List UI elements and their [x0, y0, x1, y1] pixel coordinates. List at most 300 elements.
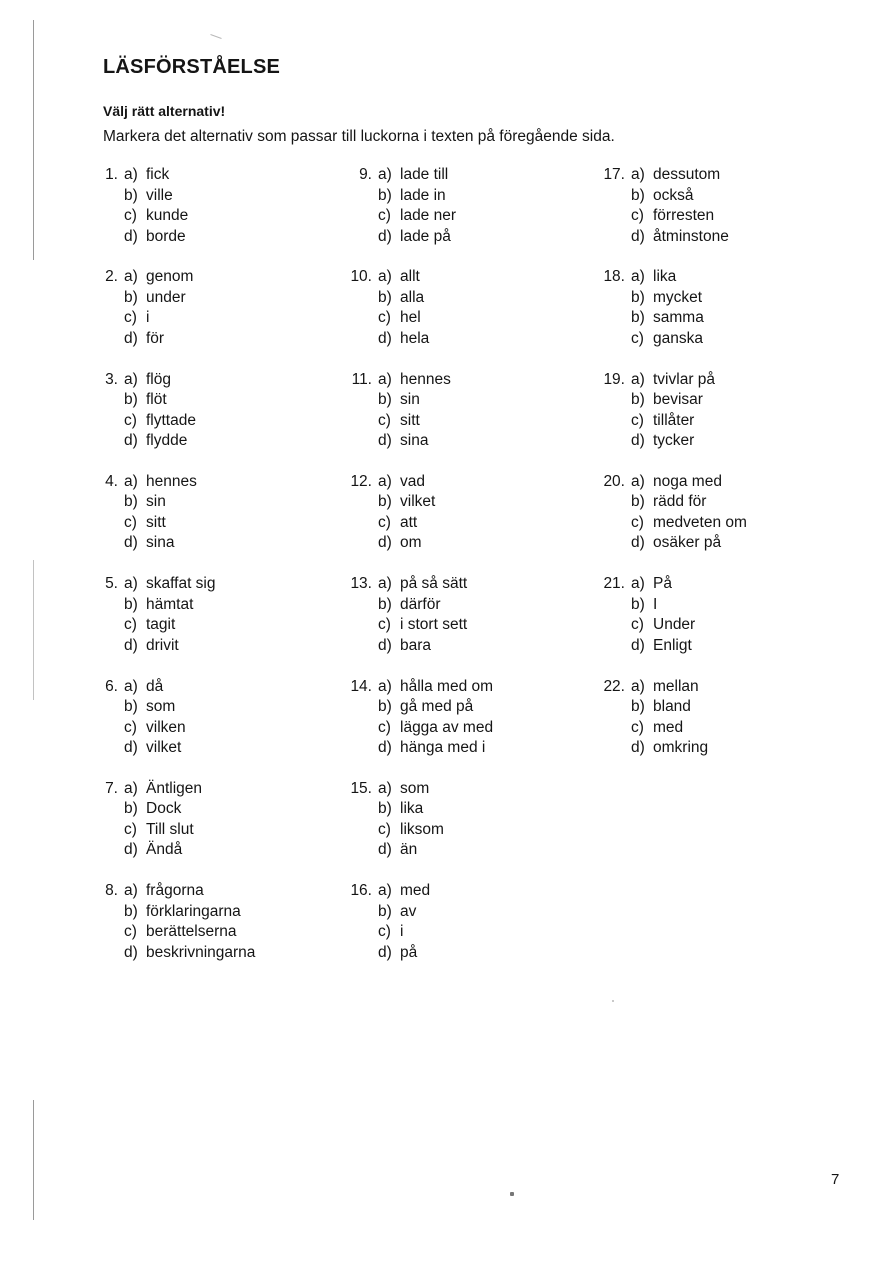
option-letter: d)	[124, 943, 138, 961]
option-text: på	[400, 943, 418, 961]
question-number: 22.	[603, 677, 625, 695]
option-text: sina	[146, 534, 175, 552]
option-text: sin	[400, 391, 420, 409]
option-letter: b)	[124, 493, 138, 511]
option-text: lade in	[400, 186, 446, 204]
question-item	[597, 472, 827, 554]
option-letter: a)	[378, 677, 392, 695]
answer-option[interactable]	[344, 677, 574, 698]
option-text: hänga med i	[400, 739, 486, 756]
option-text: medveten om	[653, 513, 747, 531]
option-letter: b)	[124, 595, 138, 613]
question-item	[344, 472, 574, 554]
answer-option[interactable]	[344, 636, 574, 657]
option-text: hålla med om	[400, 677, 494, 695]
option-letter: b)	[378, 902, 392, 920]
option-text: än	[400, 841, 418, 859]
answer-option[interactable]	[344, 820, 574, 841]
option-letter: a)	[631, 677, 645, 695]
option-letter: c)	[378, 411, 391, 429]
answer-option[interactable]	[90, 615, 320, 636]
option-text: sitt	[146, 513, 166, 531]
option-text: skaffat sig	[146, 575, 216, 593]
option-letter: a)	[631, 575, 645, 593]
option-text: i	[400, 923, 404, 941]
option-letter: b)	[124, 800, 138, 818]
question-number: 16.	[350, 882, 372, 900]
option-letter: b)	[631, 595, 645, 613]
option-text: noga med	[653, 472, 722, 490]
option-letter: c)	[378, 718, 391, 736]
option-text: sin	[146, 493, 166, 511]
option-text: kunde	[146, 207, 189, 224]
option-text: gå med på	[400, 698, 474, 715]
answer-option[interactable]	[344, 718, 574, 739]
option-text: tvivlar på	[653, 370, 716, 388]
option-text: Enligt	[653, 636, 692, 654]
option-text: Ändå	[146, 841, 183, 859]
option-letter: b)	[124, 288, 138, 306]
answer-option[interactable]	[344, 227, 574, 248]
question-item	[344, 574, 574, 656]
answer-option[interactable]	[344, 370, 574, 391]
question-number: 4.	[105, 472, 118, 490]
answer-option[interactable]	[90, 308, 320, 329]
question-number: 17.	[603, 166, 625, 183]
answer-option[interactable]	[597, 636, 827, 657]
question-number: 5.	[105, 575, 118, 593]
option-text: lade ner	[400, 207, 457, 224]
option-text: hennes	[400, 370, 451, 388]
option-letter: a)	[124, 268, 138, 286]
answer-option[interactable]	[597, 186, 827, 207]
answer-option[interactable]	[90, 267, 320, 288]
option-text: av	[400, 902, 417, 920]
question-number: 12.	[350, 472, 372, 490]
option-letter: d)	[631, 534, 645, 552]
option-letter: b)	[378, 698, 392, 715]
question-item	[597, 574, 827, 656]
option-letter: a)	[124, 370, 138, 388]
option-text: fick	[146, 166, 170, 183]
answer-option[interactable]	[90, 390, 320, 411]
option-text: mellan	[653, 677, 699, 695]
option-letter: b)	[378, 493, 392, 511]
option-letter: d)	[378, 329, 392, 347]
question-item	[344, 881, 574, 963]
answer-option[interactable]	[597, 615, 827, 636]
option-text: förresten	[653, 207, 715, 224]
option-letter: a)	[124, 166, 138, 183]
option-letter: d)	[124, 739, 138, 756]
answer-option[interactable]	[90, 718, 320, 739]
option-text: vilket	[146, 739, 182, 756]
option-text: lägga av med	[400, 718, 494, 736]
option-letter: c)	[631, 616, 644, 634]
option-text: att	[400, 513, 418, 531]
option-letter: d)	[378, 534, 392, 552]
answer-option[interactable]	[597, 472, 827, 493]
option-text: för	[146, 329, 165, 347]
question-number: 6.	[105, 677, 118, 695]
option-text: då	[146, 677, 164, 695]
option-letter: b)	[631, 493, 645, 511]
option-text: hel	[400, 309, 421, 327]
option-letter: b)	[124, 391, 138, 409]
option-text: osäker på	[653, 534, 722, 552]
option-letter: b)	[378, 186, 392, 204]
answer-option[interactable]	[90, 186, 320, 207]
answer-option[interactable]	[344, 513, 574, 534]
option-text: frågorna	[146, 882, 204, 900]
answer-option[interactable]	[344, 492, 574, 513]
answer-option[interactable]	[90, 738, 320, 759]
option-letter: a)	[378, 268, 392, 286]
page-number: 7	[831, 1171, 840, 1188]
option-letter: c)	[378, 820, 391, 838]
answer-option[interactable]	[90, 697, 320, 718]
option-letter: d)	[124, 841, 138, 859]
option-letter: a)	[631, 166, 645, 183]
option-letter: b)	[631, 309, 645, 327]
option-text: genom	[146, 268, 194, 286]
option-text: lika	[400, 800, 424, 818]
question-item	[90, 472, 320, 554]
answer-option[interactable]	[90, 513, 320, 534]
answer-option[interactable]	[597, 206, 827, 227]
answer-option[interactable]	[344, 186, 574, 207]
exercise-subtitle: Välj rätt alternativ!	[103, 103, 226, 119]
option-letter: c)	[378, 513, 391, 531]
option-text: sitt	[400, 411, 420, 429]
option-text: som	[146, 698, 176, 715]
option-letter: a)	[631, 472, 645, 490]
answer-option[interactable]	[597, 492, 827, 513]
option-text: ville	[146, 186, 173, 204]
answer-option[interactable]	[344, 738, 574, 759]
scan-speck	[612, 1000, 614, 1002]
option-text: hämtat	[146, 595, 194, 613]
option-text: hennes	[146, 472, 197, 490]
scan-speck	[510, 1192, 514, 1196]
option-text: vilket	[400, 493, 436, 511]
question-number: 19.	[603, 370, 625, 388]
option-text: om	[400, 534, 422, 552]
answer-option[interactable]	[90, 492, 320, 513]
scan-margin-line	[33, 560, 34, 700]
answer-option[interactable]	[90, 288, 320, 309]
answer-option[interactable]	[344, 206, 574, 227]
question-number: 7.	[105, 779, 118, 797]
option-text: i stort sett	[400, 616, 468, 634]
exercise-instruction: Markera det alternativ som passar till luckorna i texten på föregående sida.	[103, 128, 615, 145]
answer-option[interactable]	[344, 943, 574, 964]
scan-margin-line	[33, 20, 34, 260]
answer-option[interactable]	[90, 411, 320, 432]
answer-option[interactable]	[90, 165, 320, 186]
option-text: på så sätt	[400, 575, 468, 593]
question-item	[344, 779, 574, 861]
answer-option[interactable]	[90, 840, 320, 861]
option-letter: c)	[124, 923, 137, 941]
option-text: allt	[400, 268, 420, 286]
question-number: 18.	[603, 268, 625, 286]
answer-option[interactable]	[90, 329, 320, 350]
page-title: LÄSFÖRSTÅELSE	[103, 56, 281, 78]
answer-option[interactable]	[344, 390, 574, 411]
answer-option[interactable]	[597, 227, 827, 248]
question-item	[597, 267, 827, 349]
option-letter: a)	[631, 370, 645, 388]
option-letter: a)	[631, 268, 645, 286]
answer-option[interactable]	[344, 288, 574, 309]
option-letter: b)	[378, 391, 392, 409]
option-letter: c)	[124, 309, 137, 327]
option-letter: d)	[124, 329, 138, 347]
option-text: flydde	[146, 432, 188, 450]
answer-option[interactable]	[597, 595, 827, 616]
answer-option[interactable]	[597, 288, 827, 309]
answer-option[interactable]	[344, 267, 574, 288]
answer-option[interactable]	[90, 227, 320, 248]
question-number: 11.	[351, 370, 372, 388]
option-text: sina	[400, 432, 429, 450]
option-text: som	[400, 779, 430, 797]
option-text: Dock	[146, 800, 182, 818]
option-letter: d)	[378, 943, 392, 961]
answer-option[interactable]	[597, 390, 827, 411]
question-item	[344, 267, 574, 349]
option-text: flöt	[146, 391, 167, 409]
answer-option[interactable]	[90, 677, 320, 698]
option-text: tycker	[653, 432, 695, 450]
option-letter: d)	[124, 432, 138, 450]
option-text: tagit	[146, 616, 176, 634]
option-letter: d)	[124, 227, 138, 245]
question-number: 10.	[350, 268, 372, 286]
answer-option[interactable]	[344, 533, 574, 554]
option-text: berättelserna	[146, 923, 237, 941]
answer-option[interactable]	[344, 922, 574, 943]
answer-option[interactable]	[90, 779, 320, 800]
option-letter: d)	[631, 432, 645, 450]
option-text: samma	[653, 309, 704, 327]
option-text: Under	[653, 616, 696, 634]
answer-option[interactable]	[597, 513, 827, 534]
answer-option[interactable]	[344, 902, 574, 923]
answer-option[interactable]	[597, 329, 827, 350]
option-text: åtminstone	[653, 227, 729, 245]
answer-option[interactable]	[597, 431, 827, 452]
answer-option[interactable]	[344, 615, 574, 636]
option-letter: a)	[124, 882, 138, 900]
answer-option[interactable]	[90, 431, 320, 452]
answer-option[interactable]	[597, 308, 827, 329]
question-item	[90, 779, 320, 861]
option-text: lade på	[400, 227, 451, 245]
option-letter: c)	[631, 207, 644, 224]
answer-option[interactable]	[344, 431, 574, 452]
option-text: rädd för	[653, 493, 707, 511]
answer-option[interactable]	[90, 206, 320, 227]
option-letter: c)	[378, 923, 391, 941]
option-text: i	[146, 309, 150, 327]
question-number: 9.	[359, 166, 372, 183]
answer-option[interactable]	[90, 636, 320, 657]
option-letter: d)	[631, 227, 645, 245]
question-item	[597, 677, 827, 759]
option-letter: c)	[378, 616, 391, 634]
option-letter: a)	[124, 472, 138, 490]
answer-option[interactable]	[344, 472, 574, 493]
question-item	[597, 165, 827, 247]
question-item	[90, 267, 320, 349]
answer-option[interactable]	[90, 820, 320, 841]
answer-option[interactable]	[90, 943, 320, 964]
option-letter: c)	[631, 718, 644, 736]
option-letter: b)	[631, 186, 645, 204]
option-text: bevisar	[653, 391, 703, 409]
option-letter: d)	[378, 841, 392, 859]
option-letter: d)	[124, 534, 138, 552]
answer-option[interactable]	[597, 370, 827, 391]
option-letter: b)	[631, 288, 645, 306]
question-item	[344, 165, 574, 247]
option-letter: b)	[378, 595, 392, 613]
option-letter: a)	[378, 575, 392, 593]
option-letter: a)	[378, 166, 392, 183]
option-text: Till slut	[146, 820, 194, 838]
option-letter: c)	[631, 513, 644, 531]
answer-option[interactable]	[90, 370, 320, 391]
option-letter: c)	[378, 309, 391, 327]
answer-option[interactable]	[90, 799, 320, 820]
answer-option[interactable]	[344, 411, 574, 432]
answer-option[interactable]	[597, 411, 827, 432]
question-item	[90, 574, 320, 656]
answer-option[interactable]	[344, 165, 574, 186]
question-number: 13.	[350, 575, 372, 593]
question-item	[90, 370, 320, 452]
option-text: därför	[400, 595, 441, 613]
option-text: vilken	[146, 718, 186, 736]
option-letter: b)	[631, 698, 645, 715]
answer-option[interactable]	[597, 677, 827, 698]
option-text: flyttade	[146, 411, 196, 429]
option-text: med	[653, 718, 684, 736]
option-letter: d)	[378, 739, 392, 756]
option-text: liksom	[400, 820, 444, 838]
option-text: flög	[146, 370, 171, 388]
option-letter: d)	[378, 636, 392, 654]
option-letter: b)	[631, 391, 645, 409]
option-letter: a)	[378, 472, 392, 490]
answer-option[interactable]	[597, 738, 827, 759]
option-text: På	[653, 575, 672, 593]
answer-option[interactable]	[90, 902, 320, 923]
answer-option[interactable]	[597, 574, 827, 595]
answer-option[interactable]	[344, 697, 574, 718]
answer-option[interactable]	[344, 574, 574, 595]
question-number: 1.	[105, 166, 118, 183]
answer-option[interactable]	[90, 881, 320, 902]
answer-option[interactable]	[597, 697, 827, 718]
option-text: borde	[146, 227, 186, 245]
option-letter: b)	[378, 800, 392, 818]
option-letter: c)	[124, 820, 137, 838]
option-letter: a)	[124, 677, 138, 695]
question-item	[344, 677, 574, 759]
question-number: 8.	[105, 882, 118, 900]
answer-option[interactable]	[597, 718, 827, 739]
option-text: alla	[400, 288, 425, 306]
option-letter: a)	[378, 370, 392, 388]
answer-option[interactable]	[597, 533, 827, 554]
option-text: vad	[400, 472, 425, 490]
option-text: I	[653, 595, 658, 613]
question-number: 14.	[350, 677, 372, 695]
option-text: Äntligen	[146, 779, 203, 797]
option-text: lade till	[400, 166, 449, 183]
option-text: med	[400, 882, 431, 900]
option-letter: d)	[631, 636, 645, 654]
option-text: bara	[400, 636, 432, 654]
option-letter: c)	[124, 411, 137, 429]
answer-option[interactable]	[344, 308, 574, 329]
answer-option[interactable]	[597, 165, 827, 186]
option-letter: a)	[378, 779, 392, 797]
option-text: omkring	[653, 739, 709, 756]
answer-option[interactable]	[90, 472, 320, 493]
option-text: förklaringarna	[146, 902, 241, 920]
option-letter: b)	[124, 902, 138, 920]
option-letter: c)	[124, 207, 137, 224]
option-letter: c)	[378, 207, 391, 224]
answer-option[interactable]	[90, 922, 320, 943]
answer-option[interactable]	[344, 881, 574, 902]
answer-option[interactable]	[344, 595, 574, 616]
option-letter: d)	[378, 227, 392, 245]
option-text: mycket	[653, 288, 703, 306]
answer-option[interactable]	[90, 595, 320, 616]
question-item	[90, 677, 320, 759]
option-text: dessutom	[653, 166, 721, 183]
answer-option[interactable]	[344, 329, 574, 350]
question-number: 15.	[350, 779, 372, 797]
option-text: under	[146, 288, 186, 306]
option-letter: b)	[378, 288, 392, 306]
option-letter: d)	[631, 739, 645, 756]
option-letter: c)	[124, 718, 137, 736]
option-text: hela	[400, 329, 430, 347]
question-item	[90, 165, 320, 247]
answer-option[interactable]	[90, 574, 320, 595]
option-text: beskrivningarna	[146, 943, 256, 961]
answer-option[interactable]	[344, 799, 574, 820]
question-number: 2.	[105, 268, 118, 286]
option-text: ganska	[653, 329, 703, 347]
option-text: också	[653, 186, 694, 204]
question-item	[344, 370, 574, 452]
answer-option[interactable]	[597, 267, 827, 288]
question-number: 3.	[105, 370, 118, 388]
answer-option[interactable]	[90, 533, 320, 554]
answer-option[interactable]	[344, 779, 574, 800]
answer-option[interactable]	[344, 840, 574, 861]
scan-margin-line	[33, 1100, 34, 1220]
option-letter: b)	[124, 698, 138, 715]
option-letter: a)	[378, 882, 392, 900]
